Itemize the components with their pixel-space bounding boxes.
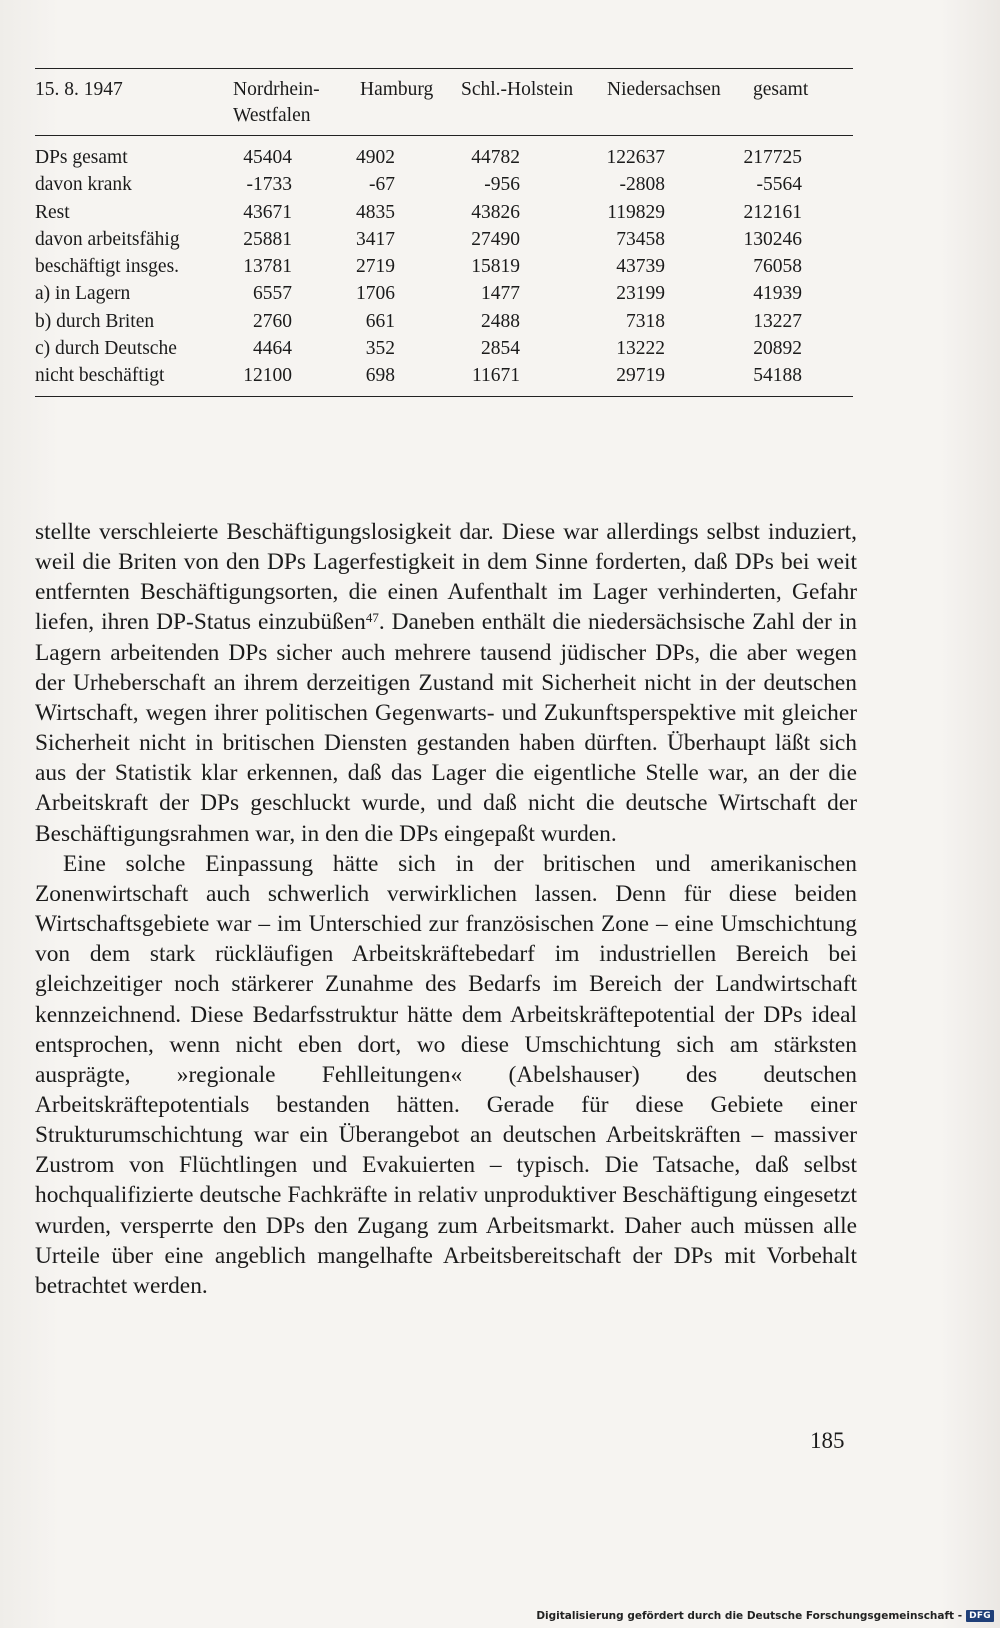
- table-cell: 1706: [356, 283, 395, 305]
- table-cell: 41939: [753, 283, 802, 305]
- table-bottom-rule: [35, 396, 853, 397]
- table-cell: 45404: [243, 147, 292, 168]
- table-body: [35, 136, 853, 396]
- table-row: [35, 253, 853, 280]
- table-cell: 698: [365, 365, 395, 387]
- table-cell: 13227: [753, 310, 802, 332]
- table-cell: 27490: [471, 228, 520, 250]
- table-row: [35, 144, 853, 171]
- table-cell: 25881: [243, 228, 292, 250]
- table-cell: 15819: [471, 256, 520, 278]
- header-nordrhein: Nordrhein-: [233, 79, 320, 100]
- table-cell: 13781: [243, 256, 292, 278]
- table-cell: 43826: [471, 201, 520, 223]
- footnote-reference: 47: [365, 610, 379, 626]
- table-cell: -2808: [619, 174, 665, 196]
- table-cell: 122637: [606, 147, 665, 168]
- table-cell: 11671: [471, 365, 520, 387]
- table-cell: 12100: [243, 365, 292, 387]
- table-cell: 4464: [253, 338, 292, 360]
- table-cell: 3417: [356, 228, 395, 250]
- table-cell: 2719: [356, 256, 395, 278]
- table-cell: 2854: [481, 338, 520, 360]
- header-hamburg: Hamburg: [360, 79, 434, 100]
- table-cell: -67: [369, 174, 395, 196]
- paragraph-text: . Daneben enthält die niedersächsische Zahl der in Lagern arbeitenden DPs sicher auch mehrere tausend jüdischer DPs, die aber wegen der Urheberschaft an ihrem derzeitigen Zustand mit Sicherheit nicht in der deutschen Wirtschaft, wegen ihrer politischen Gegenwarts- und Zukunftsperspektive mit gleicher Sicherheit nicht in britischen Diensten gestanden haben dürften. Überhaupt läßt sich aus der Statistik klar erkennen, daß das Lager die eigentliche Stelle war, an der die Arbeitskraft der DPs geschluckt wurde, und daß nicht die deutsche Wirtschaft der Beschäftigungsrahmen war, in den die DPs eingepaßt wurden.: [35, 609, 857, 847]
- paragraph-text: stellte verschleierte Beschäftigungslosigkeit dar. Diese war allerdings selbst induziert, weil die Briten von den DPs Lagerfestigkeit in dem Sinne forderten, daß DPs bei weit entfernten Beschäftigungsorten, die einen Aufenthalt im Lager verhinderten, Gefahr liefen, ihren DP-Status einzubüßen: [35, 519, 857, 636]
- page-number: 185: [810, 1428, 845, 1453]
- row-label: beschäftigt insges.: [35, 256, 180, 278]
- row-label: nicht beschäftigt: [35, 365, 165, 387]
- body-text: [35, 517, 857, 1301]
- table-cell: 352: [365, 338, 395, 360]
- paragraph: [35, 517, 857, 849]
- table-cell: 73458: [616, 228, 665, 250]
- table-row: [35, 199, 853, 226]
- dfg-logo: DFG: [966, 1610, 994, 1622]
- table-cell: -5564: [756, 174, 802, 196]
- header-schleswig-holstein: Schl.-Holstein: [461, 79, 574, 100]
- table-cell: 54188: [753, 365, 802, 387]
- paragraph: Eine solche Einpassung hätte sich in der britischen und amerikanischen Zonenwirtschaft auch schwerlich verwirklichen lassen. Denn für diese beiden Wirtschaftsgebiete war – im Unterschied zur französischen Zone – eine Umschichtung von dem stark rückläufigen Arbeitskräftebedarf im industriellen Bereich bei gleichzeitiger noch stärkerer Zunahme des Bedarfs im Bereich der Landwirtschaft kennzeichnend. Diese Bedarfsstruktur hätte dem Arbeitskräftepotential der DPs ideal entsprochen, wenn nicht eben dort, wo diese Umschichtung sich am stärksten ausprägte, »regionale Fehlleitungen« (Abelshauser) des deutschen Arbeitskräftepotentials bestanden hätten. Gerade für diese Gebiete einer Strukturumschichtung war ein Überangebot an deutschen Arbeitskräften – massiver Zustrom von Flüchtlingen und Evakuierten – typisch. Die Tatsache, daß selbst hochqualifizierte deutsche Fachkräfte in relativ unproduktiver Beschäftigung eingesetzt wurden, versperrte den DPs den Zugang zum Arbeitsmarkt. Daher auch müssen alle Urteile über eine angeblich mangelhafte Arbeitsbereitschaft der DPs mit Vorbehalt betrachtet werden.: [35, 850, 857, 1299]
- table-header: [35, 69, 853, 135]
- row-label: DPs gesamt: [35, 147, 128, 168]
- statistics-table: [35, 68, 853, 397]
- table-cell: 6557: [253, 283, 292, 305]
- table-cell: 661: [365, 310, 395, 332]
- table-cell: 4835: [356, 201, 395, 223]
- table-cell: 20892: [753, 338, 802, 360]
- table-row: [35, 308, 853, 335]
- table-cell: 4902: [356, 147, 395, 168]
- table-cell: 43671: [243, 201, 292, 223]
- digitization-credit: [536, 1608, 994, 1624]
- header-niedersachsen: Niedersachsen: [607, 79, 721, 100]
- header-date: 15. 8. 1947: [35, 79, 123, 100]
- table-cell: -956: [484, 174, 520, 196]
- table-cell: 29719: [616, 365, 665, 387]
- table-cell: 23199: [616, 283, 665, 305]
- table-cell: 2760: [253, 310, 292, 332]
- row-label: davon arbeitsfähig: [35, 228, 180, 250]
- table-cell: 13222: [616, 338, 665, 360]
- row-label: Rest: [35, 201, 70, 223]
- table-cell: -1733: [246, 174, 292, 196]
- header-gesamt: gesamt: [753, 79, 809, 100]
- header-westfalen: Westfalen: [233, 105, 311, 126]
- row-label: c) durch Deutsche: [35, 338, 177, 360]
- row-label: b) durch Briten: [35, 310, 155, 332]
- table-cell: 130246: [743, 228, 802, 250]
- table-cell: 7318: [626, 310, 665, 332]
- table-cell: 76058: [753, 256, 802, 278]
- table-cell: 212161: [743, 201, 802, 223]
- credit-text: Digitalisierung gefördert durch die Deutsche Forschungsgemeinschaft -: [536, 1610, 963, 1622]
- table-row: [35, 171, 853, 198]
- row-label: davon krank: [35, 174, 132, 196]
- table-row: [35, 280, 853, 307]
- table-cell: 217725: [743, 147, 802, 168]
- table-row: [35, 335, 853, 362]
- table-cell: 1477: [481, 283, 520, 305]
- table-cell: 43739: [616, 256, 665, 278]
- table-cell: 119829: [607, 201, 665, 223]
- table-row: [35, 362, 853, 389]
- table-cell: 2488: [481, 310, 520, 332]
- row-label: a) in Lagern: [35, 283, 131, 305]
- table-cell: 44782: [471, 147, 520, 168]
- table-row: [35, 226, 853, 253]
